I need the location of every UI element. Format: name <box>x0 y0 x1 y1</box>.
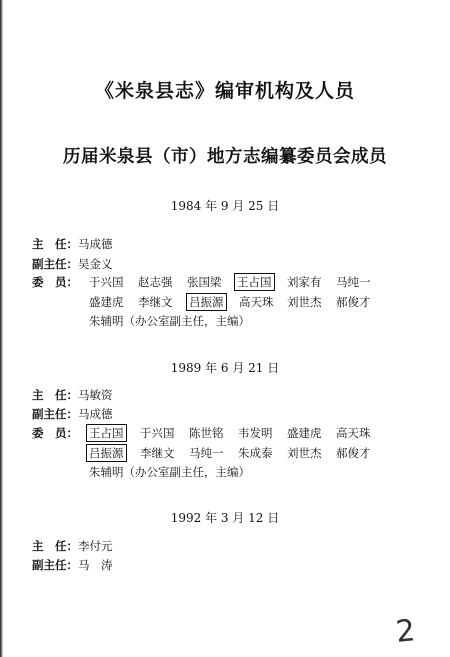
section-1989-director-row <box>32 387 113 403</box>
director-name: 马敏资 <box>78 388 113 402</box>
deputy-label: 副主任： <box>32 407 78 421</box>
director-label: 主 任： <box>32 388 78 402</box>
member-name-boxed: 吕振源 <box>86 444 127 462</box>
document-title: 《米泉县志》编审机构及人员 <box>94 80 355 102</box>
member-name: 于兴国 <box>89 275 124 289</box>
member-name: 刘家有 <box>287 275 322 289</box>
member-name-boxed: 王占国 <box>86 424 127 442</box>
handwritten-page-number: 2 <box>394 613 417 650</box>
deputy-label: 副主任： <box>32 257 78 271</box>
director-name: 马成德 <box>78 237 113 251</box>
member-name: 朱成泰 <box>238 446 273 460</box>
member-name: 马纯一 <box>336 275 371 289</box>
member-name: 郝俊才 <box>336 295 371 309</box>
member-name: 高天珠 <box>239 295 274 309</box>
member-name: 韦发明 <box>238 426 273 440</box>
member-name-boxed: 吕振源 <box>186 293 227 311</box>
deputy-label: 副主任： <box>32 558 78 572</box>
members-label: 委 员： <box>32 275 78 289</box>
director-name: 李付元 <box>78 539 113 553</box>
member-name: 陈世铭 <box>189 426 224 440</box>
member-chief-editor: 朱辅明（办公室副主任，主编） <box>89 465 250 479</box>
member-name: 刘世杰 <box>287 446 322 460</box>
member-chief-editor: 朱辅明（办公室副主任，主编） <box>89 314 250 328</box>
section-1984-date: 1984 年 9 月 25 日 <box>170 199 280 213</box>
member-name: 于兴国 <box>140 426 175 440</box>
member-name: 郝俊才 <box>336 446 371 460</box>
director-label: 主 任： <box>32 539 78 553</box>
members-label: 委 员： <box>32 426 78 440</box>
member-name: 李继文 <box>138 295 173 309</box>
section-1984-director-row <box>32 236 113 252</box>
section-1992-director-row <box>32 538 113 554</box>
member-name: 李继文 <box>140 446 175 460</box>
section-1984-deputy-row <box>32 256 113 272</box>
member-name-boxed: 王占国 <box>234 273 275 291</box>
section-1992-deputy-row <box>32 557 113 573</box>
member-name: 马纯一 <box>189 446 224 460</box>
section-1992-date: 1992 年 3 月 12 日 <box>170 511 280 525</box>
member-name: 赵志强 <box>138 275 173 289</box>
deputy-name: 马成德 <box>78 407 113 421</box>
document-subtitle: 历届米泉县（市）地方志编纂委员会成员 <box>63 147 387 167</box>
member-name: 高天珠 <box>336 426 371 440</box>
director-label: 主 任： <box>32 237 78 251</box>
deputy-name: 马 涛 <box>78 558 113 572</box>
section-1989-date: 1989 年 6 月 21 日 <box>170 361 280 375</box>
member-name: 盛建虎 <box>287 426 322 440</box>
member-name: 张国梁 <box>187 275 222 289</box>
section-1984-members-label <box>32 274 78 290</box>
section-1989-members-label <box>32 425 78 441</box>
member-name: 盛建虎 <box>89 295 124 309</box>
section-1989-deputy-row <box>32 406 113 422</box>
member-name: 刘世杰 <box>287 295 322 309</box>
deputy-name: 吴金义 <box>78 257 113 271</box>
